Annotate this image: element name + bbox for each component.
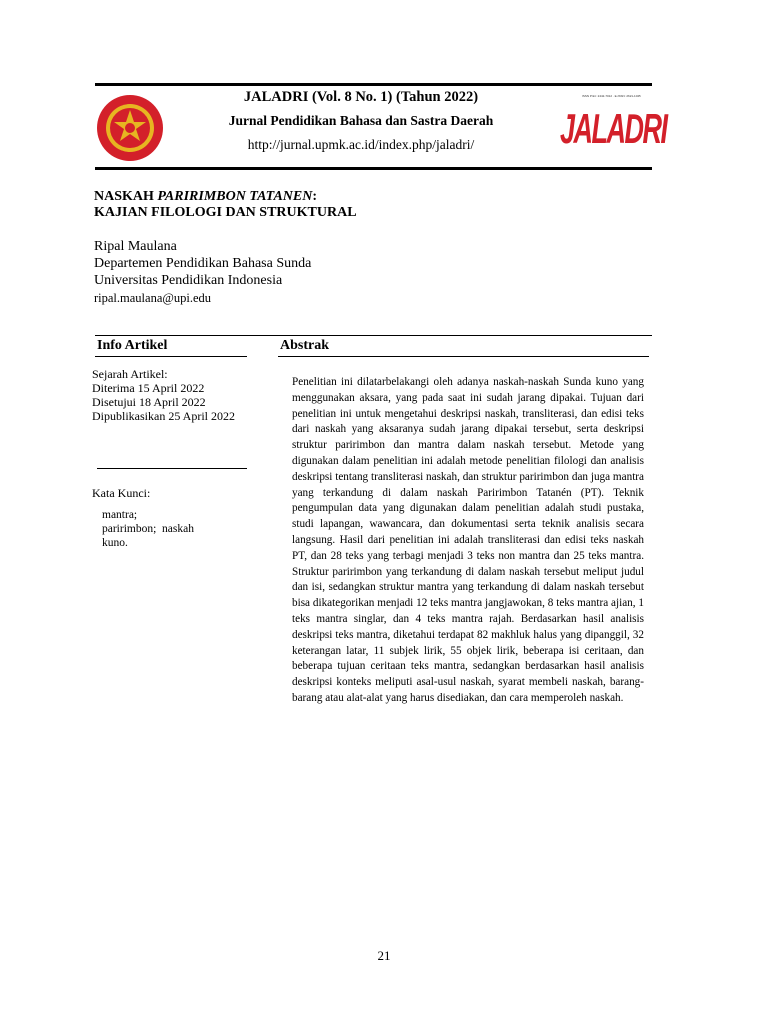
header-top-rule: [95, 83, 652, 86]
info-heading: Info Artikel: [97, 338, 168, 353]
header-bottom-rule: [95, 167, 652, 170]
author-name: Ripal Maulana: [94, 239, 177, 254]
keyword-2: paririmbon; naskah: [102, 523, 194, 535]
history-label: Sejarah Artikel:: [92, 367, 168, 381]
journal-name: Jurnal Pendidikan Bahasa dan Sastra Daerah: [228, 113, 494, 128]
page-number: 21: [377, 948, 391, 963]
abstract-heading-underline: [278, 356, 649, 357]
published-date: Dipublikasikan 25 April 2022: [92, 409, 235, 423]
keyword-3: kuno.: [102, 537, 128, 549]
university-seal-logo: [96, 94, 164, 162]
info-divider: [97, 468, 247, 469]
author-university: Universitas Pendidikan Indonesia: [94, 273, 283, 288]
abstract-heading: Abstrak: [280, 338, 330, 353]
keyword-1: mantra;: [102, 509, 138, 521]
abstract-body: Penelitian ini dilatarbelakangi oleh adanya naskah-naskah Sunda kuno yang menggunakan aksara, yang pada saat ini sudah jarang dipakai. Tujuan dari penelitian ini untuk mengetahui deskripsi naskah, transliterasi, dan edisi teks dari naskah yang aksaranya sudah jarang dipakai tersebut, serta deskripsi struktur paririmbon dan mantra dalam naskah tersebut. Metode yang digunakan dalam penelitian ini adalah metode penelitian filologi dan analisis deskripsi tentang transliterasi naskah, dan struktur paririmbon dan juga mantra yang terkandung di dalam naskah Paririmbon Tatanén (PT). Teknik pengumpulan data yang digunakan dalam penelitian adalah studi pustaka, studi lapangan, wawancara, dan dokumentasi serta teknik analisis secara langsung. Hasil dari penelitian ini adalah transliterasi dan edisi teks naskah PT, dan 28 teks yang terbagi menjadi 3 teks non mantra dan 25 teks mantra. Struktur paririmbon yang terkandung di dalam naskah tersebut meliput judul dan isi, sedangkan struktur mantra yang terkandung di dalam naskah tersebut bisa dikategorikan menjadi 12 teks mantra jangjawokan, 8 teks mantra ajian, 1 teks mantra singlar, dan 4 teks mantra rajah. Berdasarkan hasil analisis deskripsi teks mantra, diketahui terdapat 82 makhluk halus yang dipanggil, 32 keterangan latar, 11 subjek lirik, 55 objek lirik, beberapa isi ceritaan, dan beberapa tujuan ceritaan teks mantra, sedangkan berdasarkan hasil analisis deskripsi konteks meliputi asal-usul naskah, syarat membeli naskah, barang-barang atau alat-alat yang harus disediakan, dan cara memperoleh naskah.: [292, 376, 644, 704]
jaladri-logo: [560, 90, 667, 158]
journal-volume-line: JALADRI (Vol. 8 No. 1) (Tahun 2022): [243, 89, 479, 105]
title-italic: PARIRIMBON TATANEN: [157, 189, 313, 204]
article-title: [94, 189, 317, 205]
keywords-label: Kata Kunci:: [92, 486, 151, 500]
author-email[interactable]: ripal.maulana@upi.edu: [94, 291, 212, 305]
article-subtitle: KAJIAN FILOLOGI DAN STRUKTURAL: [94, 205, 357, 220]
jaladri-logo-issn: ISSN Print: 2442-7012 · E-ISSN: 2621-1045: [582, 94, 641, 98]
info-top-rule: [95, 335, 652, 336]
jaladri-logo-wordmark: JALADRI: [560, 106, 667, 153]
approved-date: Disetujui 18 April 2022: [92, 395, 206, 409]
title-part2: :: [312, 189, 318, 204]
info-heading-underline: [95, 356, 247, 357]
author-department: Departemen Pendidikan Bahasa Sunda: [94, 256, 312, 271]
journal-url[interactable]: http://jurnal.upmk.ac.id/index.php/jaladri/: [247, 137, 475, 152]
received-date: Diterima 15 April 2022: [92, 381, 205, 395]
title-part1: NASKAH: [94, 189, 158, 204]
